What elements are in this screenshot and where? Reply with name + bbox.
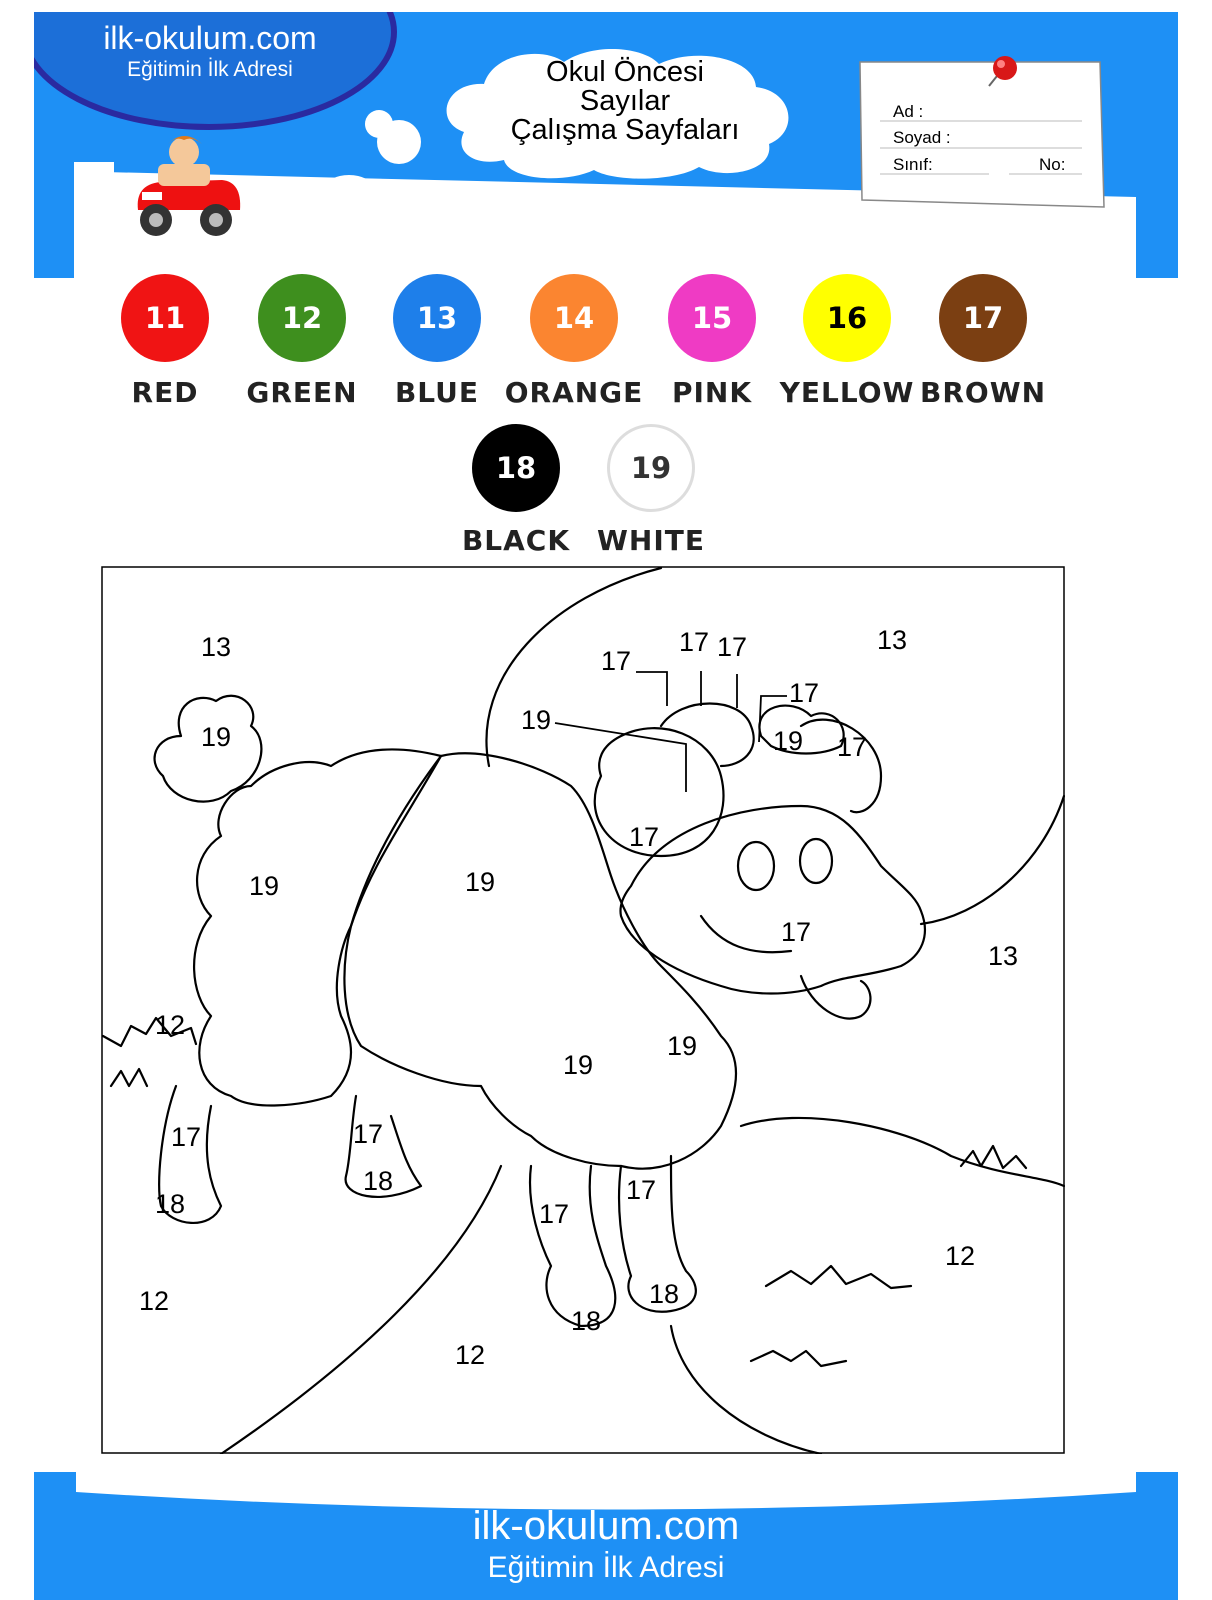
color-swatch-brown xyxy=(939,274,1027,362)
color-swatch-yellow xyxy=(803,274,891,362)
color-label: BLACK xyxy=(461,524,571,557)
swatch-number: 11 xyxy=(144,301,186,335)
hoof-number: 18 xyxy=(649,1279,680,1309)
horn-number: 17 xyxy=(601,646,632,676)
title-line-1: Okul Öncesi xyxy=(546,56,704,88)
hoof-number: 18 xyxy=(571,1306,602,1336)
swatch-number: 14 xyxy=(553,301,595,335)
swatch-number: 13 xyxy=(416,301,458,335)
grass-number: 12 xyxy=(455,1340,486,1370)
wool-number: 19 xyxy=(667,1031,698,1061)
color-swatch-orange xyxy=(530,274,618,362)
color-swatch-pink xyxy=(668,274,756,362)
head-number: 17 xyxy=(781,917,812,947)
wool-number: 19 xyxy=(521,705,552,735)
color-swatch-white xyxy=(607,424,695,512)
wool-number: 19 xyxy=(201,722,232,752)
swatch-number: 12 xyxy=(281,301,323,335)
grass-number: 12 xyxy=(945,1241,976,1271)
hoof-number: 18 xyxy=(155,1189,186,1219)
horn-number: 17 xyxy=(717,632,748,662)
horn-number: 17 xyxy=(789,678,820,708)
wool-number: 19 xyxy=(465,867,496,897)
swatch-number: 16 xyxy=(826,301,868,335)
leg-number: 17 xyxy=(353,1119,384,1149)
horn-number: 17 xyxy=(629,822,660,852)
grass-number: 12 xyxy=(155,1010,186,1040)
sky-number: 13 xyxy=(201,632,232,662)
footer-tagline: Eğitimin İlk Adresi xyxy=(487,1551,725,1584)
hoof-number: 18 xyxy=(363,1166,394,1196)
color-label: ORANGE xyxy=(504,376,644,409)
title-line-3: Çalışma Sayfaları xyxy=(510,114,740,146)
grass-number: 12 xyxy=(139,1286,170,1316)
title-line-2: Sayılar xyxy=(579,85,671,117)
leg-number: 17 xyxy=(171,1122,202,1152)
site-tagline: Eğitimin İlk Adresi xyxy=(127,58,293,81)
wool-number: 19 xyxy=(773,726,804,756)
leg-number: 17 xyxy=(539,1199,570,1229)
color-label: BROWN xyxy=(919,376,1047,409)
car-mascot-icon xyxy=(130,130,250,248)
name-field-label: Ad : xyxy=(893,102,924,121)
color-label: BLUE xyxy=(394,376,480,409)
color-swatch-blue xyxy=(393,274,481,362)
color-label: WHITE xyxy=(597,524,705,557)
color-label: YELLOW xyxy=(779,376,915,409)
class-field-label: Sınıf: xyxy=(893,155,933,174)
color-label: PINK xyxy=(671,376,753,409)
wool-number: 19 xyxy=(563,1050,594,1080)
horn-number: 17 xyxy=(837,732,868,762)
color-swatch-black xyxy=(472,424,560,512)
horn-number: 17 xyxy=(679,627,710,657)
color-swatch-red xyxy=(121,274,209,362)
color-swatch-green xyxy=(258,274,346,362)
wool-number: 19 xyxy=(249,871,280,901)
coloring-picture xyxy=(101,566,1065,1454)
leg-number: 17 xyxy=(626,1175,657,1205)
sky-number: 13 xyxy=(988,941,1019,971)
swatch-number: 15 xyxy=(691,301,733,335)
number-field-label: No: xyxy=(1039,155,1066,174)
sky-number: 13 xyxy=(877,625,908,655)
swatch-number: 17 xyxy=(962,301,1004,335)
push-pin-icon xyxy=(985,54,1025,88)
footer-site-text: ilk-okulum.com xyxy=(472,1504,740,1548)
swatch-number: 18 xyxy=(495,451,537,485)
site-logo-text: ilk-okulum.com xyxy=(103,20,317,56)
color-label: RED xyxy=(131,376,199,409)
surname-field-label: Soyad : xyxy=(893,128,951,147)
swatch-number: 19 xyxy=(630,451,672,485)
color-label: GREEN xyxy=(246,376,358,409)
worksheet-title xyxy=(460,58,790,145)
